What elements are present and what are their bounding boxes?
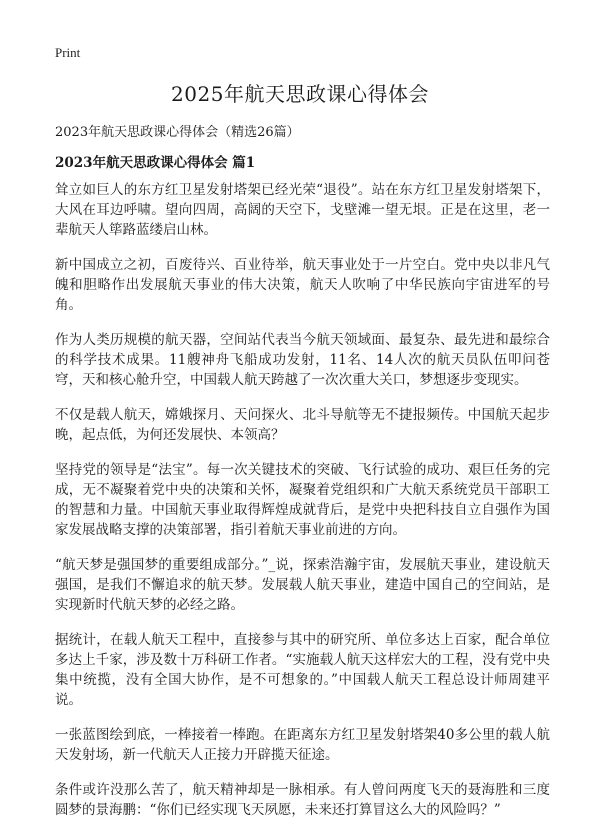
section-heading: 2023年航天思政课心得体会 篇1 [55,155,256,171]
document-subtitle: 2023年航天思政课心得体会（精选26篇） [55,125,300,140]
document-title: 2025年航天思政课心得体会 [171,82,429,106]
paragraph: “航天梦是强国梦的重要组成部分。”_说，探索浩瀚宇宙，发展航天事业，建设航天强国，是我们不懈追求的航天梦。发展载人航天事业，建造中国自己的空间站，是实现新时代航天梦的必经之路。 [55,557,550,613]
paragraph: 新中国成立之初，百废待兴、百业待举，航天事业处于一片空白。党中央以非凡气魄和胆略作出发展航天事业的伟大决策，航天人吹响了中华民族向宇宙进军的号角。 [55,257,550,313]
paragraph: 一张蓝图绘到底，一棒接着一棒跑。在距离东方红卫星发射塔架40多公里的载人航天发射场，新一代航天人正接力开辟揽天征途。 [55,727,550,763]
print-link[interactable]: Print [55,45,81,60]
paragraph: 坚持党的领导是“法宝”。每一次关键技术的突破、飞行试验的成功、艰巨任务的完成，无不凝聚着党中央的决策和关怀，凝聚着党组织和广大航天系统党员干部职工的智慧和力量。中国航天事业取得辉煌成就背后，是党中央把科技自立自强作为国家发展战略支撑的决策部署，指引着航天事业前进的方向。 [55,462,550,538]
paragraph: 耸立如巨人的东方红卫星发射塔架已经光荣“退役”。站在东方红卫星发射塔架下，大风在耳边呼啸。望向四周，高阔的天空下，戈壁滩一望无垠。正是在这里，老一辈航天人筚路蓝缕启山林。 [55,182,550,238]
article-body [55,180,550,835]
paragraph: 不仅是载人航天，嫦娥探月、天问探火、北斗导航等无不捷报频传。中国航天起步晚，起点低，为何还发展快、本领高？ [55,407,550,443]
paragraph: 据统计，在载人航天工程中，直接参与其中的研究所、单位多达上百家，配合单位多达上千家，涉及数十万科研工作者。“实施载人航天这样宏大的工程，没有党中央集中统揽，没有全国大协作，是不可想象的。”中国载人航天工程总设计师周建平说。 [55,632,550,708]
paragraph: 条件或许没那么苦了，航天精神却是一脉相承。有人曾问两度飞天的聂海胜和三度圆梦的景海鹏：“你们已经实现飞天夙愿，未来还打算冒这么大的风险吗？” [55,782,550,818]
paragraph: 作为人类历规模的航天器，空间站代表当今航天领域面、最复杂、最先进和最综合的科学技术成果。11艘神舟飞船成功发射，11名、14人次的航天员队伍叩问苍穹，天和核心舱升空，中国载人航天跨越了一次次重大关口，梦想逐步变现实。 [55,332,550,388]
